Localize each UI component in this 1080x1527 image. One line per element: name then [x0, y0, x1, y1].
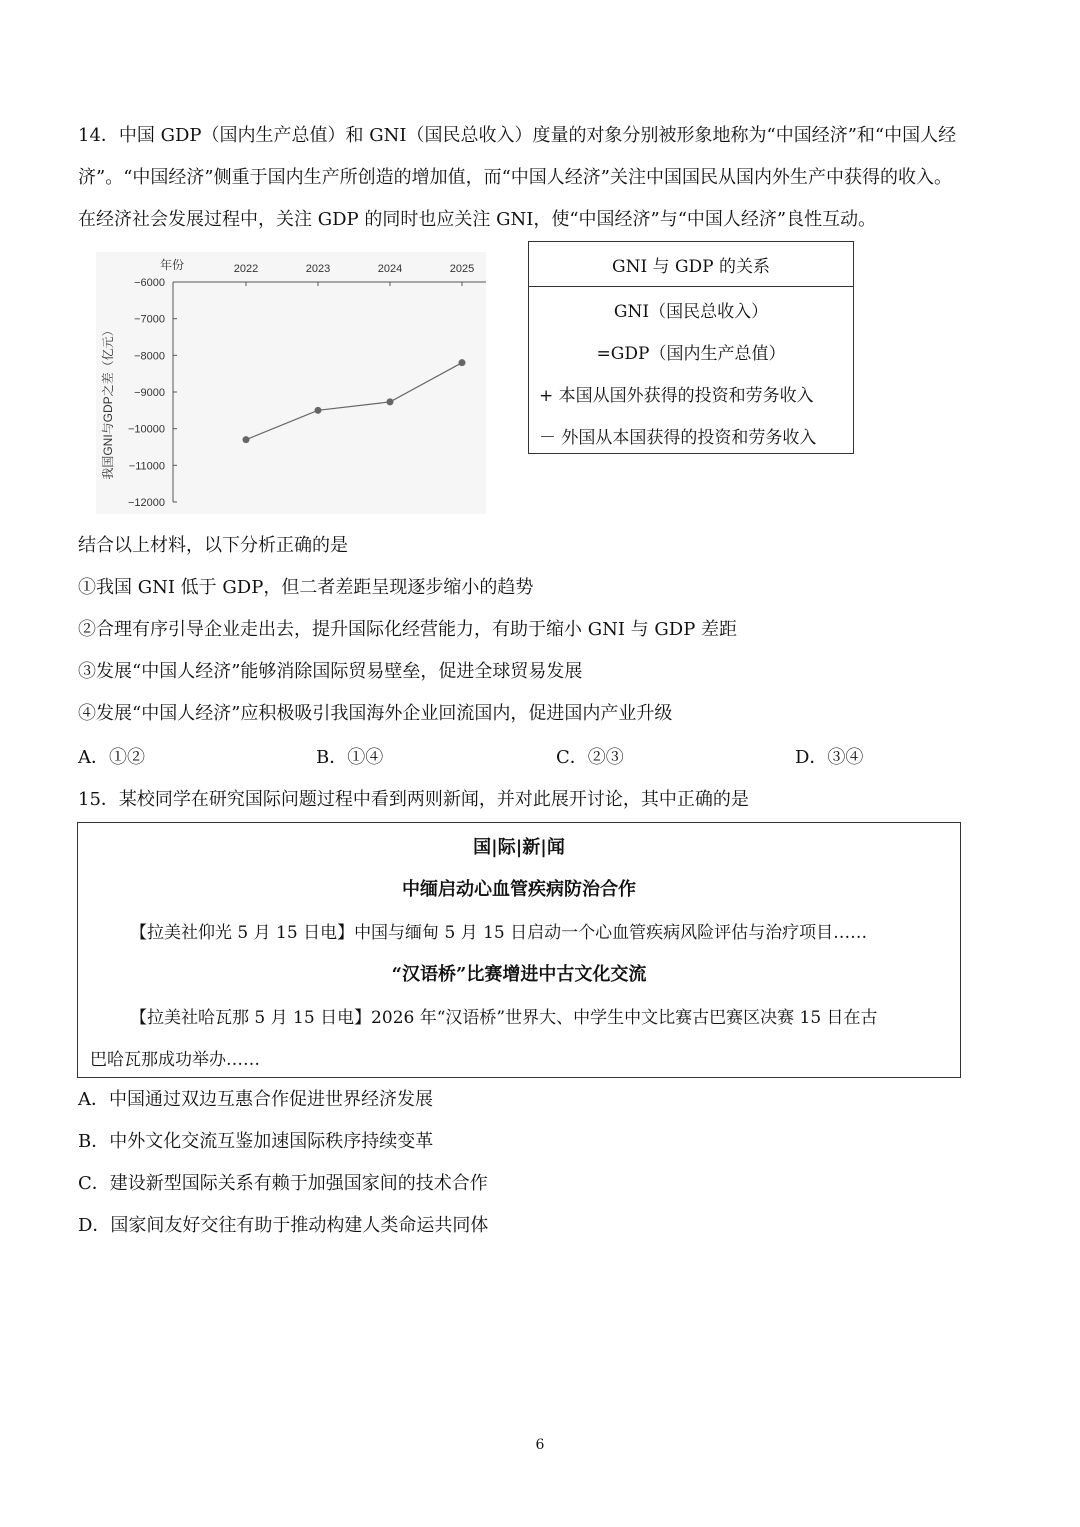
y-tick-label-1: −7000 [134, 313, 165, 326]
data-point-0 [243, 436, 250, 443]
page-number: 6 [535, 1437, 545, 1453]
y-tick-label-2: −8000 [134, 350, 165, 363]
q14-option-a[interactable]: A．①② [78, 747, 145, 768]
relation-row-gni: GNI（国民总收入） [613, 302, 769, 322]
q14-statement-2: ②合理有序引导企业走出去，提升国际化经营能力，有助于缩小 GNI 与 GDP 差距 [78, 619, 738, 640]
y-tick-label-5: −11000 [128, 460, 165, 473]
q14-option-c[interactable]: C．②③ [556, 747, 624, 768]
q15-option-b[interactable]: B．中外文化交流互鉴加速国际秩序持续变革 [78, 1131, 434, 1152]
news-headline-1: 中缅启动心血管疾病防治合作 [402, 879, 636, 900]
news-body-2-line-1: 【拉美社哈瓦那 5 月 15 日电】2026 年“汉语桥”世界大、中学生中文比赛古巴赛区决赛 15 日在古 [130, 1008, 878, 1028]
x-tick-label-2: 2024 [377, 263, 403, 275]
y-tick-label-3: −9000 [134, 387, 165, 399]
news-body-2-line-2: 巴哈瓦那成功举办…… [90, 1050, 260, 1070]
y-tick-label-6: −12000 [127, 497, 165, 509]
relation-row-plus: + 本国从国外获得的投资和劳务收入 [539, 386, 814, 406]
international-news-box [77, 822, 961, 1078]
q14-stem-line-3: 在经济社会发展过程中，关注 GDP 的同时也应关注 GNI，使“中国经济”与“中国人经济”良性互动。 [78, 209, 877, 230]
gni-gdp-relation-box [528, 241, 854, 454]
x-tick-label-3: 2025 [449, 263, 475, 275]
news-body-1: 【拉美社仰光 5 月 15 日电】中国与缅甸 5 月 15 日启动一个心血管疾病风险评估与治疗项目…… [130, 923, 868, 943]
q14-statement-3: ③发展“中国人经济”能够消除国际贸易壁垒，促进全球贸易发展 [78, 661, 583, 682]
y-tick-label-0: −6000 [134, 277, 165, 289]
q15-option-a[interactable]: A．中国通过双边互惠合作促进世界经济发展 [78, 1089, 433, 1110]
y-tick-label-4: −10000 [127, 423, 165, 436]
gni-gdp-difference-chart [96, 252, 486, 514]
x-tick-label-0: 2022 [233, 263, 259, 275]
x-axis-label: 年份 [159, 258, 185, 272]
q15-stem: 15．某校同学在研究国际问题过程中看到两则新闻，并对此展开讨论，其中正确的是 [78, 789, 749, 810]
q14-statement-4: ④发展“中国人经济”应积极吸引我国海外企业回流国内，促进国内产业升级 [78, 703, 673, 724]
relation-row-minus: － 外国从本国获得的投资和劳务收入 [539, 428, 817, 448]
chart-background [96, 252, 486, 514]
q15-option-d[interactable]: D．国家间友好交往有助于推动构建人类命运共同体 [78, 1215, 489, 1236]
q14-stem-line-1: 14．中国 GDP（国内生产总值）和 GNI（国民总收入）度量的对象分别被形象地称为“中国经济”和“中国人经 [78, 125, 957, 146]
relation-box-title: GNI 与 GDP 的关系 [529, 242, 853, 287]
q14-option-d[interactable]: D．③④ [795, 747, 864, 768]
data-point-3 [459, 359, 466, 366]
q14-prompt: 结合以上材料，以下分析正确的是 [78, 535, 348, 556]
relation-row-gdp: =GDP（国内生产总值） [596, 344, 786, 364]
x-tick-label-1: 2023 [305, 263, 331, 275]
data-point-2 [387, 398, 394, 405]
q14-stem-line-2: 济”。“中国经济”侧重于国内生产所创造的增加值，而“中国人经济”关注中国国民从国内外生产中获得的收入。 [78, 167, 953, 188]
y-axis-label: 我国GNI与GDP之差（亿元） [101, 324, 115, 480]
q15-option-c[interactable]: C．建设新型国际关系有赖于加强国家间的技术合作 [78, 1173, 488, 1194]
q14-statement-1: ①我国 GNI 低于 GDP，但二者差距呈现逐步缩小的趋势 [78, 577, 534, 598]
news-header: 国|际|新|闻 [473, 837, 565, 858]
q14-option-b[interactable]: B．①④ [316, 747, 384, 768]
news-headline-2: “汉语桥”比赛增进中古文化交流 [391, 964, 647, 985]
data-point-1 [315, 407, 322, 414]
